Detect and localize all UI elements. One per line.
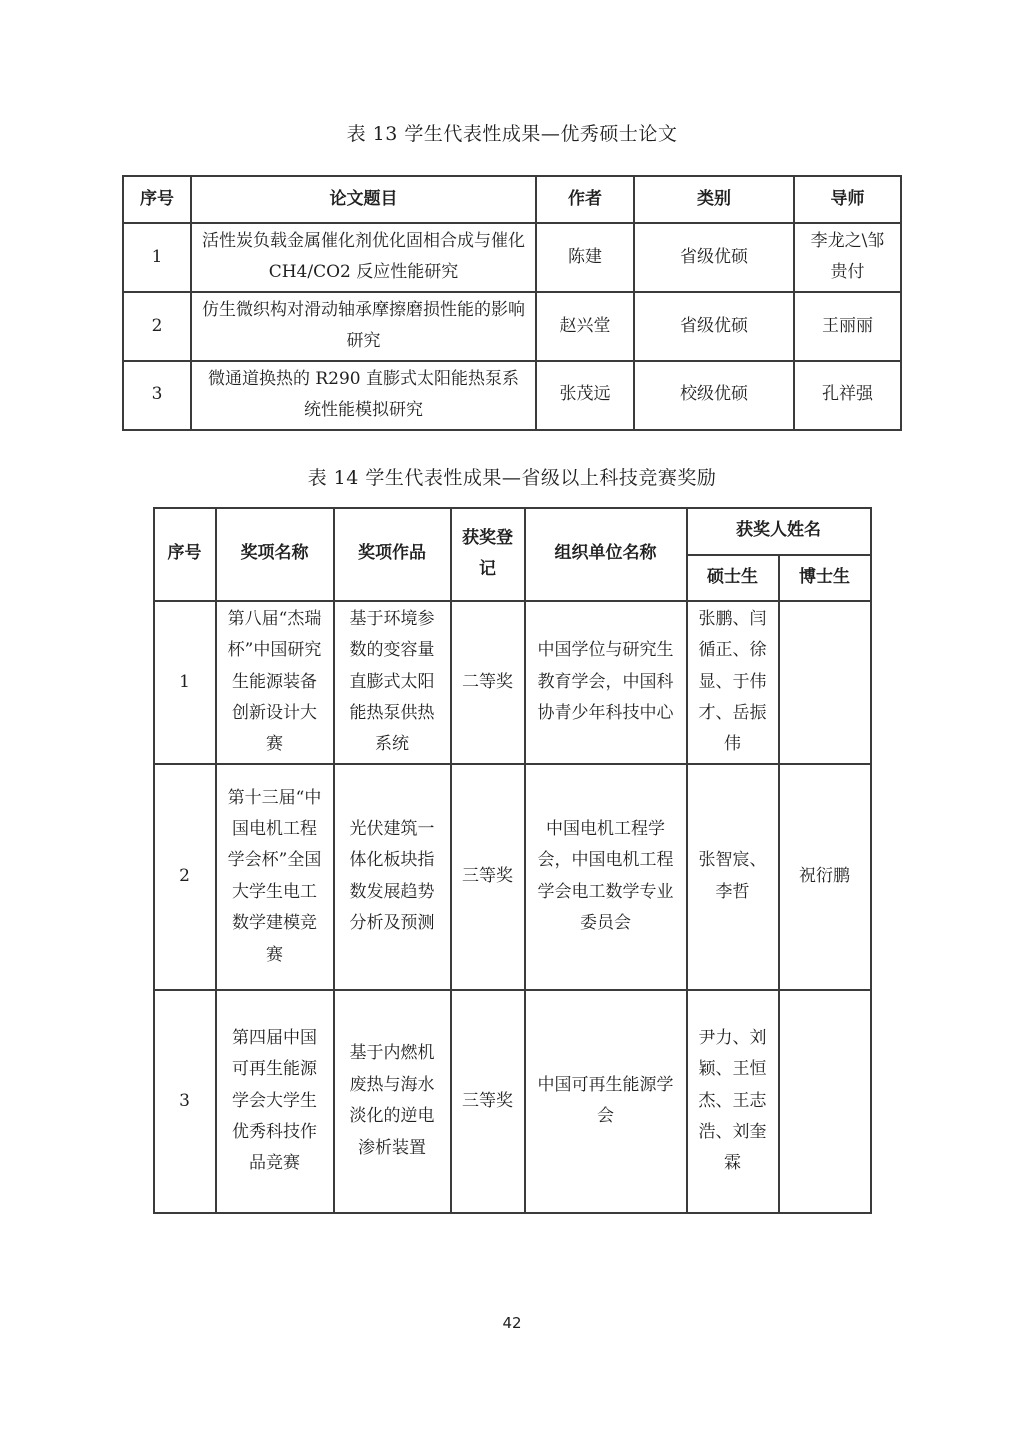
cell-award-work: 基于内燃机废热与海水淡化的逆电渗析装置	[334, 990, 451, 1213]
table14-header-row-top	[154, 508, 871, 555]
cell-award-work: 基于环境参数的变容量直膨式太阳能热泵供热系统	[334, 601, 451, 764]
column-header-supervisor: 导师	[794, 176, 901, 223]
column-header-organizer: 组织单位名称	[525, 508, 687, 601]
column-header-no: 序号	[123, 176, 191, 223]
cell-no: 3	[123, 361, 191, 430]
cell-organizer: 中国可再生能源学会	[525, 990, 687, 1213]
column-header-master: 硕士生	[687, 555, 779, 601]
cell-organizer: 中国电机工程学会，中国电机工程学会电工数学专业委员会	[525, 764, 687, 990]
cell-award-level: 二等奖	[451, 601, 525, 764]
cell-award-name: 第八届“杰瑞杯”中国研究生能源装备创新设计大赛	[216, 601, 334, 764]
cell-award-level: 三等奖	[451, 990, 525, 1213]
cell-no: 1	[123, 223, 191, 292]
cell-thesis-title: 仿生微织构对滑动轴承摩擦磨损性能的影响研究	[191, 292, 536, 361]
cell-category: 省级优硕	[634, 223, 794, 292]
cell-supervisor: 王丽丽	[794, 292, 901, 361]
cell-author: 赵兴堂	[536, 292, 634, 361]
table13-header-row	[123, 176, 901, 223]
cell-author: 张茂远	[536, 361, 634, 430]
column-header-award-work: 奖项作品	[334, 508, 451, 601]
page-number: 42	[502, 1314, 522, 1332]
table13-caption: 表 13 学生代表性成果—优秀硕士论文	[346, 123, 678, 145]
column-header-thesis-title: 论文题目	[191, 176, 536, 223]
cell-master-winners: 张智宸、李哲	[687, 764, 779, 990]
table-row	[123, 292, 901, 361]
column-header-doctor: 博士生	[779, 555, 871, 601]
table-row	[154, 990, 871, 1213]
cell-award-level: 三等奖	[451, 764, 525, 990]
cell-supervisor: 孔祥强	[794, 361, 901, 430]
cell-award-work: 光伏建筑一体化板块指数发展趋势分析及预测	[334, 764, 451, 990]
column-header-award-level: 获奖登记	[451, 508, 525, 601]
cell-thesis-title: 微通道换热的 R290 直膨式太阳能热泵系统性能模拟研究	[191, 361, 536, 430]
table-excellent-theses	[122, 175, 902, 431]
column-header-winner-group: 获奖人姓名	[687, 508, 871, 555]
cell-category: 省级优硕	[634, 292, 794, 361]
cell-doctor-winners: 祝衍鹏	[779, 764, 871, 990]
cell-no: 3	[154, 990, 216, 1213]
cell-supervisor: 李龙之\邹贵付	[794, 223, 901, 292]
cell-thesis-title: 活性炭负载金属催化剂优化固相合成与催化 CH4/CO2 反应性能研究	[191, 223, 536, 292]
table-row	[154, 601, 871, 764]
column-header-no: 序号	[154, 508, 216, 601]
column-header-award-name: 奖项名称	[216, 508, 334, 601]
cell-category: 校级优硕	[634, 361, 794, 430]
cell-doctor-winners	[779, 601, 871, 764]
cell-organizer: 中国学位与研究生教育学会，中国科协青少年科技中心	[525, 601, 687, 764]
cell-author: 陈建	[536, 223, 634, 292]
table-row	[154, 764, 871, 990]
cell-award-name: 第十三届“中国电机工程学会杯”全国大学生电工数学建模竞赛	[216, 764, 334, 990]
table-row	[123, 361, 901, 430]
cell-no: 2	[154, 764, 216, 990]
column-header-author: 作者	[536, 176, 634, 223]
cell-award-name: 第四届中国可再生能源学会大学生优秀科技作品竞赛	[216, 990, 334, 1213]
cell-no: 2	[123, 292, 191, 361]
cell-no: 1	[154, 601, 216, 764]
table-competition-awards	[153, 507, 872, 1214]
column-header-category: 类别	[634, 176, 794, 223]
cell-doctor-winners	[779, 990, 871, 1213]
table14-caption: 表 14 学生代表性成果—省级以上科技竞赛奖励	[307, 466, 717, 489]
table-row	[123, 223, 901, 292]
cell-master-winners: 张鹏、闫循正、徐显、于伟才、岳振伟	[687, 601, 779, 764]
cell-master-winners: 尹力、刘颖、王恒杰、王志浩、刘奎霖	[687, 990, 779, 1213]
